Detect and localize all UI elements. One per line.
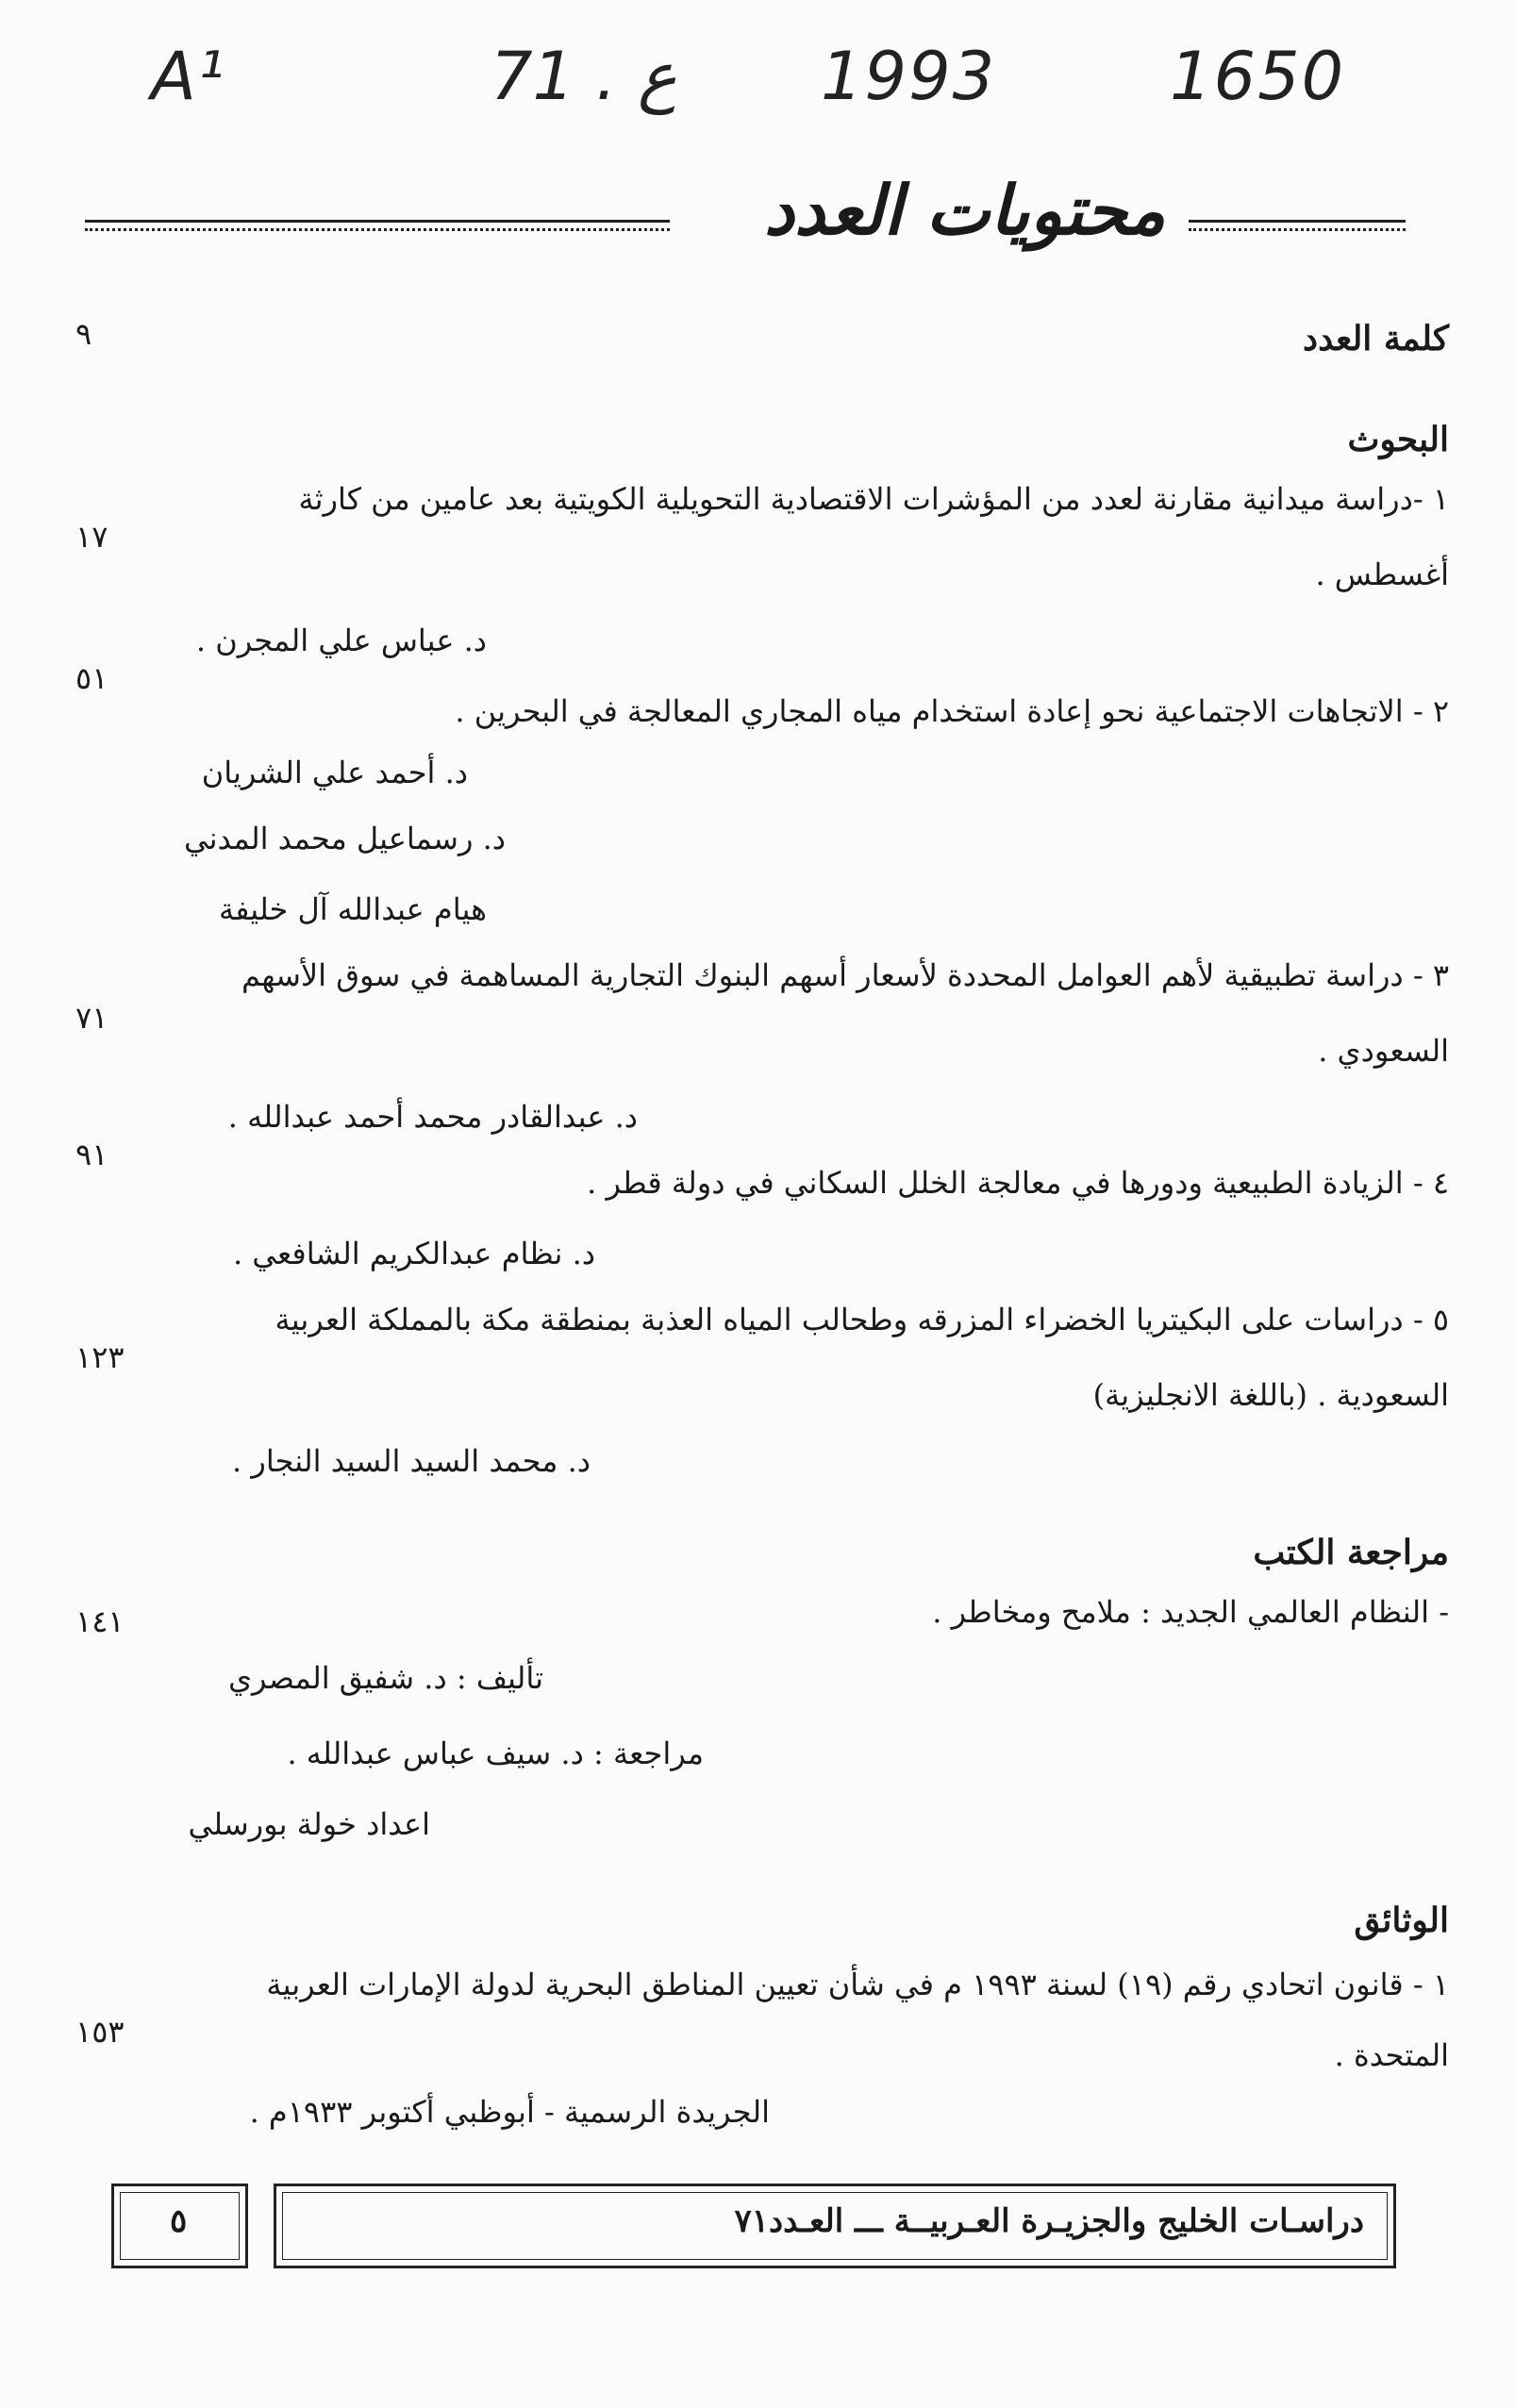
- research-item-4-line-1: ٤ - الزيادة الطبيعية ودورها في معالجة الخلل السكاني في دولة قطر .: [587, 1165, 1449, 1201]
- research-item-2-page: ٥١: [75, 660, 108, 696]
- handwritten-year: 1993: [821, 38, 997, 115]
- research-item-3-page: ٧١: [75, 1000, 108, 1036]
- research-item-5-line-2: السعودية . (باللغة الانجليزية): [1092, 1377, 1449, 1413]
- research-item-4-page: ٩١: [75, 1137, 108, 1172]
- research-item-1-line-1: ١ -دراسة ميدانية مقارنة لعدد من المؤشرات الاقتصادية التحويلية الكويتية بعد عامين من كارثة: [298, 481, 1449, 517]
- research-item-2-author-2: د. رسماعيل محمد المدني: [183, 821, 506, 856]
- documents-page: ١٥٣: [75, 2014, 125, 2050]
- editorial-page: ٩: [75, 316, 92, 352]
- documents-source: الجريدة الرسمية - أبوظبي أكتوبر ١٩٣٣م .: [249, 2094, 770, 2130]
- handwritten-issue: 71 . ع: [491, 38, 677, 115]
- research-item-2-author-1: د. أحمد علي الشريان: [201, 755, 468, 790]
- research-item-3-line-1: ٣ - دراسة تطبيقية لأهم العوامل المحددة لأسعار أسهم البنوك التجارية المساهمة في سوق الأسهم: [241, 957, 1449, 993]
- research-item-5-page: ١٢٣: [75, 1339, 125, 1375]
- books-credit-prepared: اعداد خولة بورسلي: [188, 1806, 430, 1842]
- page-title: محتويات العدد: [764, 170, 1166, 250]
- research-item-5-author: د. محمد السيد السيد النجار .: [232, 1443, 591, 1479]
- editorial-heading: كلمة العدد: [1303, 319, 1449, 358]
- research-item-1-page: ١٧: [75, 519, 108, 555]
- handwritten-number: 1650: [1170, 38, 1346, 115]
- research-item-1-line-2: أغسطس .: [1315, 556, 1449, 592]
- research-item-2-line-1: ٢ - الاتجاهات الاجتماعية نحو إعادة استخدام مياه المجاري المعالجة في البحرين .: [455, 693, 1449, 729]
- title-bar: [85, 170, 1406, 255]
- research-heading: البحوث: [1347, 420, 1449, 459]
- rule-right: [1189, 220, 1406, 231]
- research-item-3-line-2: السعودي .: [1318, 1033, 1449, 1069]
- documents-heading: الوثائق: [1354, 1901, 1449, 1940]
- research-item-1-author: د. عباس علي المجرن .: [195, 623, 487, 658]
- research-item-3-author: د. عبدالقادر محمد أحمد عبدالله .: [227, 1099, 638, 1135]
- documents-line-1: ١ - قانون اتحادي رقم (١٩) لسنة ١٩٩٣ م في شأن تعيين المناطق البحرية لدولة الإمارات العربية: [266, 1967, 1449, 2002]
- research-item-5-line-1: ٥ - دراسات على البكيتريا الخضراء المزرقه وطحالب المياه العذبة بمنطقة مكة بالمملكة العربية: [275, 1302, 1449, 1337]
- research-item-2-author-3: هيام عبدالله آل خليفة: [218, 891, 487, 927]
- books-credit-reviewer: مراجعة : د. سيف عباس عبدالله .: [287, 1735, 704, 1771]
- books-credit-author: تأليف : د. شفيق المصري: [227, 1660, 543, 1696]
- handwritten-a1: A¹: [151, 38, 226, 115]
- books-page: ١٤١: [75, 1603, 125, 1639]
- research-item-4-author: د. نظام عبدالكريم الشافعي .: [232, 1236, 595, 1271]
- footer-journal-title: دراسـات الخليج والجزيـرة العـربيــة ـــ العـدد٧١: [734, 2202, 1364, 2240]
- documents-line-2: المتحدة .: [1334, 2037, 1449, 2073]
- books-item: - النظام العالمي الجديد : ملامح ومخاطر .: [932, 1594, 1449, 1630]
- books-heading: مراجعة الكتب: [1253, 1533, 1449, 1572]
- rule-left: [85, 220, 670, 231]
- footer-page-number: ٥: [170, 2202, 188, 2240]
